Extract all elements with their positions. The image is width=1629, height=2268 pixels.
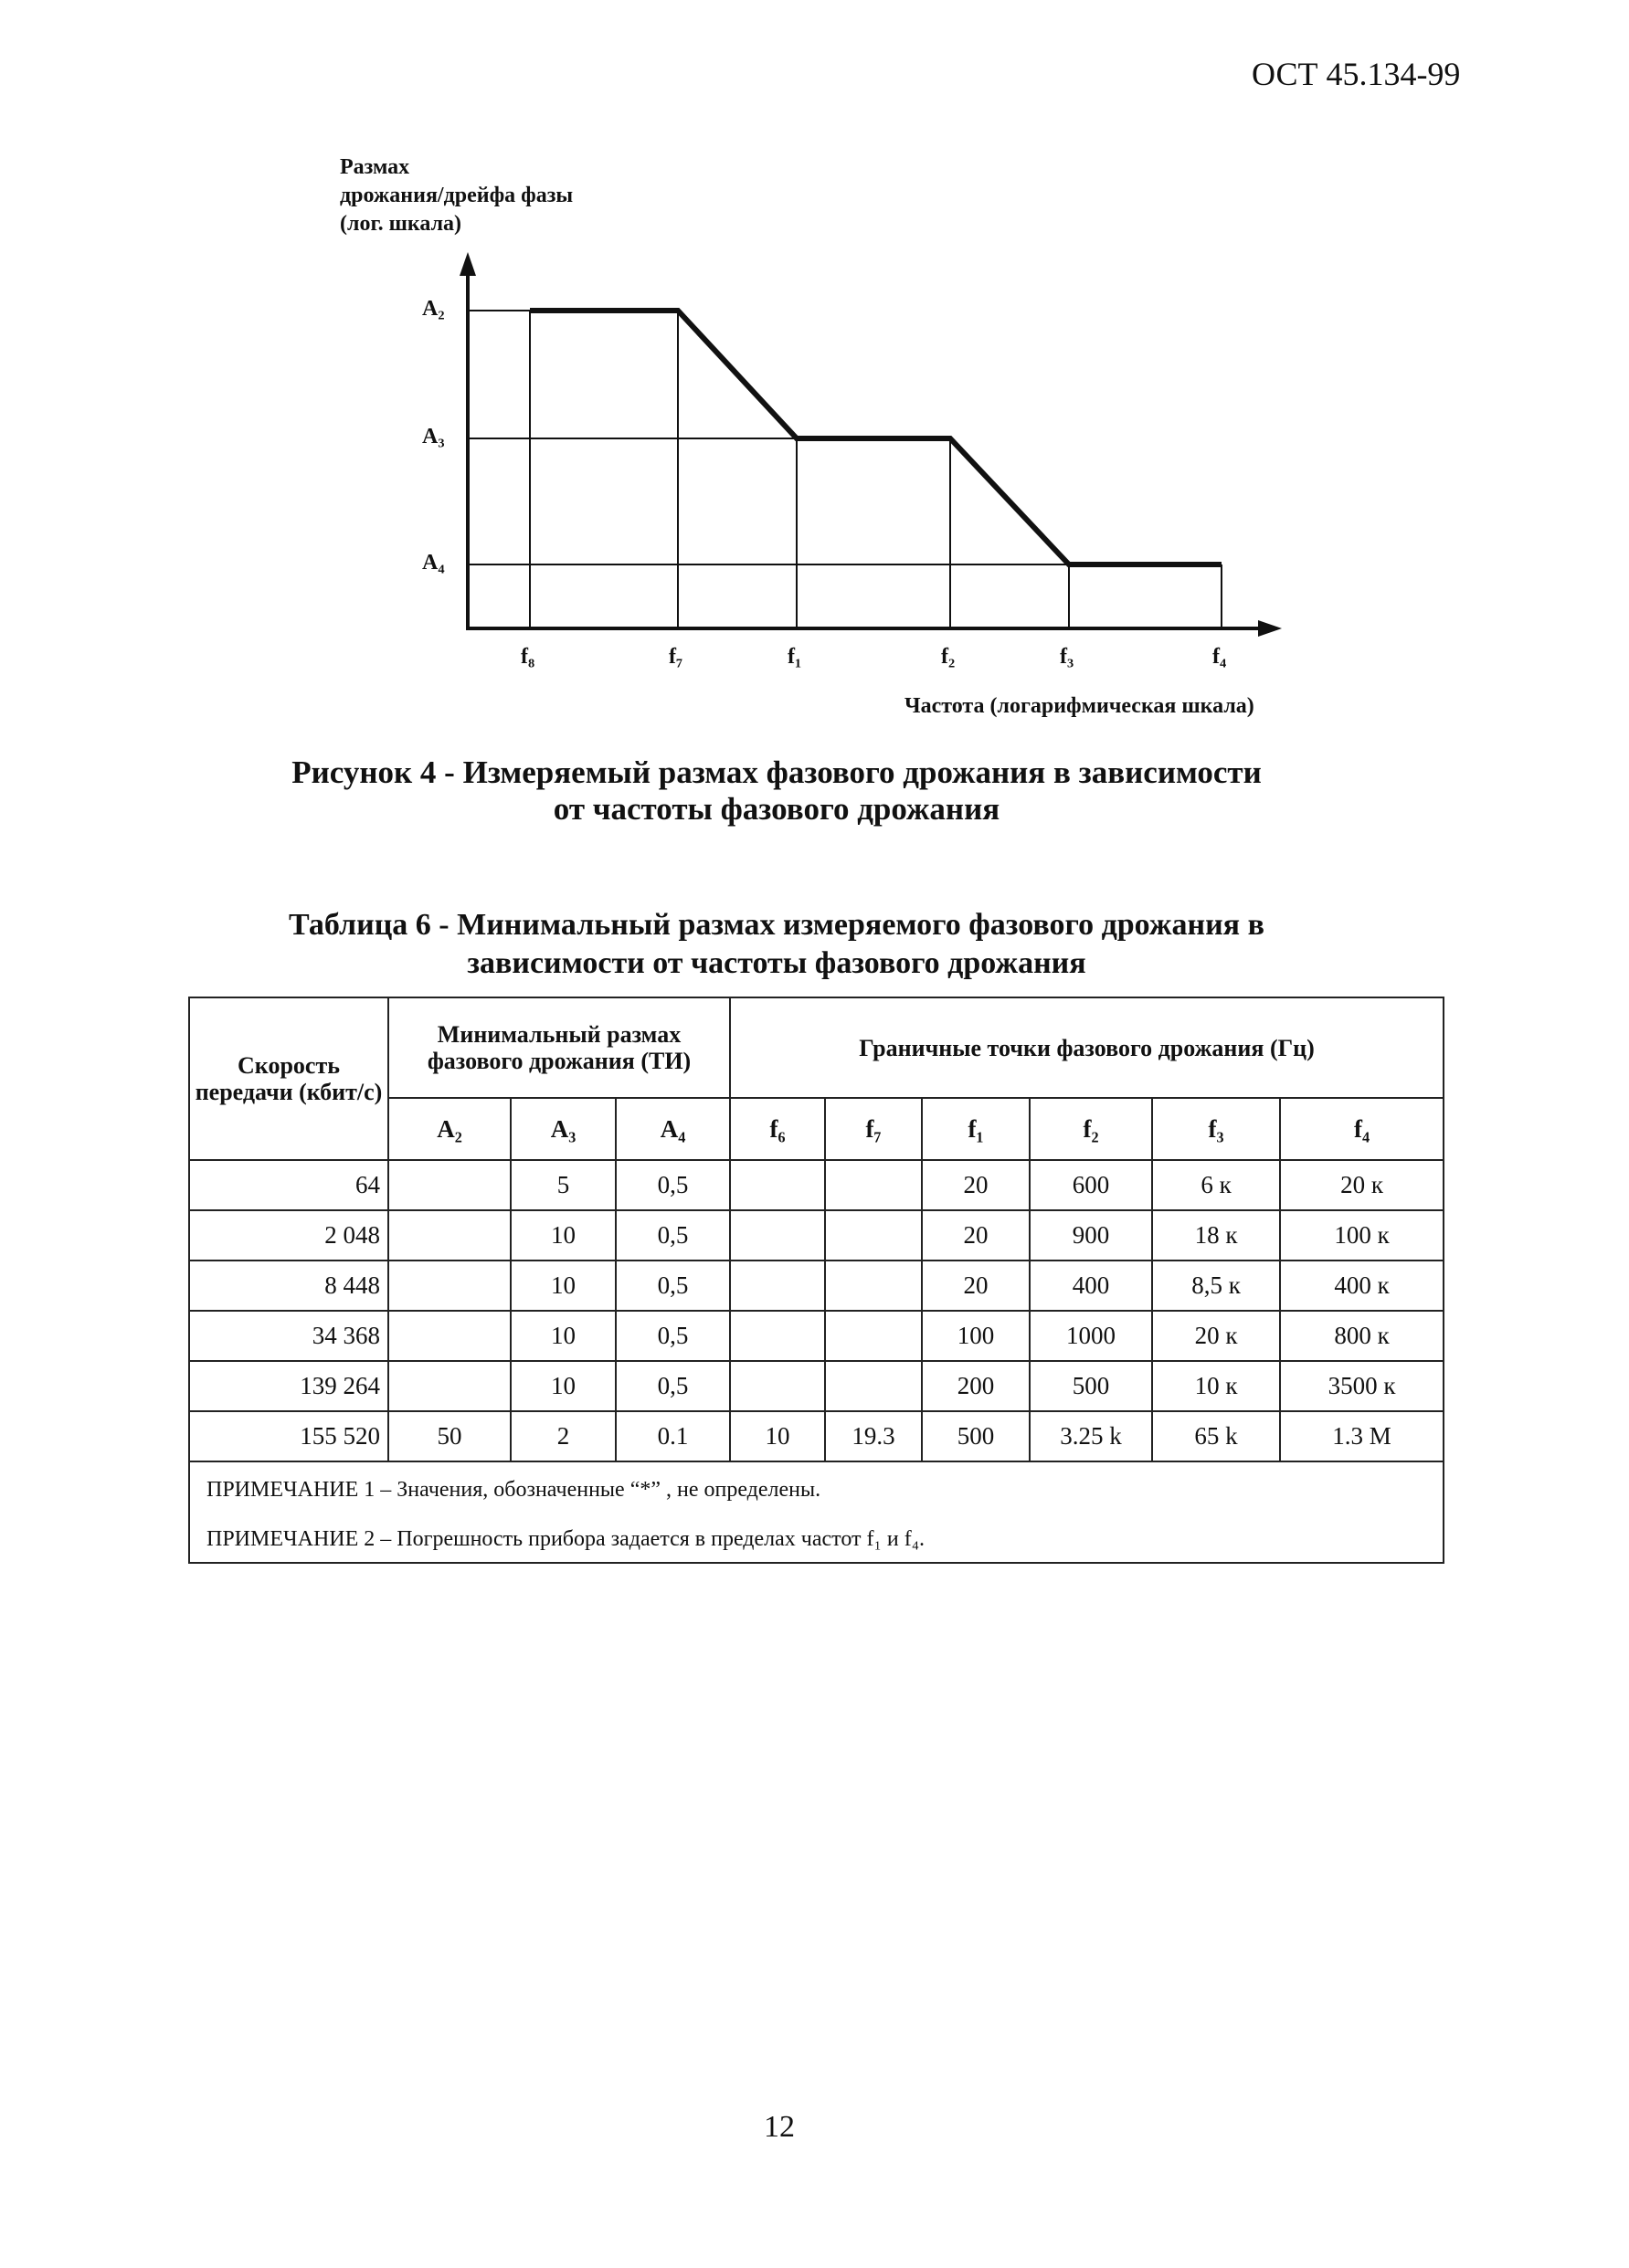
cell-f3: 8,5 к (1152, 1261, 1280, 1311)
cell-f4: 3500 к (1280, 1361, 1444, 1411)
cell-f4: 20 к (1280, 1160, 1444, 1210)
y-axis-title (340, 153, 573, 238)
table-row (189, 1261, 1444, 1311)
cell-rate: 8 448 (189, 1261, 388, 1311)
notes-cell (189, 1461, 1444, 1563)
figure-caption (0, 754, 1553, 828)
note-1: ПРИМЕЧАНИЕ 1 – Значения, обозначенные “*” , не определены. (206, 1478, 821, 1502)
header-breakpoints: Граничные точки фазового дрожания (Гц) (730, 997, 1444, 1098)
table-title-line: зависимости от частоты фазового дрожания (467, 946, 1086, 980)
cell-f4: 100 к (1280, 1210, 1444, 1261)
cell-a4: 0,5 (616, 1361, 730, 1411)
y-axis-arrow (460, 252, 476, 276)
sub-header-f6: f₆ (730, 1098, 825, 1160)
cell-a2: 50 (388, 1411, 511, 1461)
cell-f4: 1.3 M (1280, 1411, 1444, 1461)
cell-a3: 10 (511, 1210, 616, 1261)
cell-a2 (388, 1261, 511, 1311)
x-tick-f7: f₇ (669, 645, 683, 669)
notes-row (189, 1461, 1444, 1563)
cell-f2: 900 (1030, 1210, 1152, 1261)
document-code: ОСТ 45.134-99 (1252, 56, 1461, 92)
sub-header-a4: A₄ (616, 1098, 730, 1160)
cell-f1: 500 (922, 1411, 1030, 1461)
table-row (189, 1411, 1444, 1461)
cell-f6 (730, 1210, 825, 1261)
y-tick-a4: A₄ (422, 551, 445, 575)
cell-rate: 64 (189, 1160, 388, 1210)
cell-a4: 0,5 (616, 1160, 730, 1210)
cell-f7 (825, 1210, 922, 1261)
jitter-table (188, 997, 1444, 1564)
x-axis-title: Частота (логарифмическая шкала) (904, 694, 1254, 718)
cell-f3: 65 k (1152, 1411, 1280, 1461)
cell-f2: 500 (1030, 1361, 1152, 1411)
cell-rate: 34 368 (189, 1311, 388, 1361)
y-axis-title-line: Размах (340, 155, 410, 179)
sub-header-f3: f₃ (1152, 1098, 1280, 1160)
x-tick-f3: f₃ (1060, 645, 1074, 669)
header-rate: Скорость передачи (кбит/с) (189, 997, 388, 1160)
cell-f2: 600 (1030, 1160, 1152, 1210)
cell-f1: 100 (922, 1311, 1030, 1361)
cell-f2: 400 (1030, 1261, 1152, 1311)
x-tick-f4: f₄ (1212, 645, 1227, 669)
y-axis-title-line: (лог. шкала) (340, 212, 462, 236)
sub-header-f2: f₂ (1030, 1098, 1152, 1160)
cell-a4: 0,5 (616, 1261, 730, 1311)
jitter-mask-graph (0, 0, 1629, 749)
cell-f6 (730, 1261, 825, 1311)
cell-f3: 10 к (1152, 1361, 1280, 1411)
cell-f2: 1000 (1030, 1311, 1152, 1361)
header-min-amplitude: Минимальный размах фазового дрожания (ТИ) (388, 997, 730, 1098)
y-tick-a2: A₂ (422, 297, 445, 321)
table-row (189, 1160, 1444, 1210)
table-title-line: Таблица 6 - Минимальный размах измеряемого фазового дрожания в (289, 908, 1264, 942)
x-tick-f8: f₈ (521, 645, 535, 669)
cell-f7 (825, 1311, 922, 1361)
table-title (0, 906, 1553, 983)
table-row (189, 1311, 1444, 1361)
cell-f4: 800 к (1280, 1311, 1444, 1361)
note-2: ПРИМЕЧАНИЕ 2 – Погрешность прибора задается в пределах частот f₁ и f₄. (206, 1527, 926, 1551)
caption-line: от частоты фазового дрожания (553, 791, 1000, 827)
cell-a3: 2 (511, 1411, 616, 1461)
sub-header-f1: f₁ (922, 1098, 1030, 1160)
cell-a2 (388, 1210, 511, 1261)
sub-header-a3: A₃ (511, 1098, 616, 1160)
x-tick-f2: f₂ (941, 645, 956, 669)
cell-f1: 200 (922, 1361, 1030, 1411)
cell-a4: 0,5 (616, 1210, 730, 1261)
y-tick-a3: A₃ (422, 425, 445, 448)
cell-a3: 10 (511, 1311, 616, 1361)
cell-f1: 20 (922, 1210, 1030, 1261)
cell-f3: 20 к (1152, 1311, 1280, 1361)
cell-f6 (730, 1160, 825, 1210)
cell-f6: 10 (730, 1411, 825, 1461)
cell-rate: 2 048 (189, 1210, 388, 1261)
cell-f7 (825, 1160, 922, 1210)
cell-a4: 0.1 (616, 1411, 730, 1461)
cell-a2 (388, 1361, 511, 1411)
cell-f6 (730, 1311, 825, 1361)
caption-line: Рисунок 4 - Измеряемый размах фазового дрожания в зависимости (291, 754, 1262, 790)
y-axis-title-line: дрожания/дрейфа фазы (340, 184, 574, 207)
cell-a4: 0,5 (616, 1311, 730, 1361)
cell-rate: 139 264 (189, 1361, 388, 1411)
cell-f7 (825, 1261, 922, 1311)
sub-header-f4: f₄ (1280, 1098, 1444, 1160)
x-tick-f1: f₁ (788, 645, 802, 669)
page-number: 12 (764, 2110, 795, 2144)
table-row (189, 1361, 1444, 1411)
cell-f1: 20 (922, 1261, 1030, 1311)
cell-f3: 18 к (1152, 1210, 1280, 1261)
sub-header-f7: f₇ (825, 1098, 922, 1160)
cell-f7 (825, 1361, 922, 1411)
cell-a2 (388, 1311, 511, 1361)
cell-f3: 6 к (1152, 1160, 1280, 1210)
cell-f6 (730, 1361, 825, 1411)
cell-a3: 10 (511, 1361, 616, 1411)
cell-rate: 155 520 (189, 1411, 388, 1461)
cell-f4: 400 к (1280, 1261, 1444, 1311)
cell-a3: 5 (511, 1160, 616, 1210)
cell-f2: 3.25 k (1030, 1411, 1152, 1461)
cell-a3: 10 (511, 1261, 616, 1311)
jitter-figure (0, 0, 1629, 749)
cell-f1: 20 (922, 1160, 1030, 1210)
table-row (189, 1210, 1444, 1261)
x-axis-arrow (1258, 620, 1282, 637)
sub-header-a2: A₂ (388, 1098, 511, 1160)
cell-a2 (388, 1160, 511, 1210)
cell-f7: 19.3 (825, 1411, 922, 1461)
